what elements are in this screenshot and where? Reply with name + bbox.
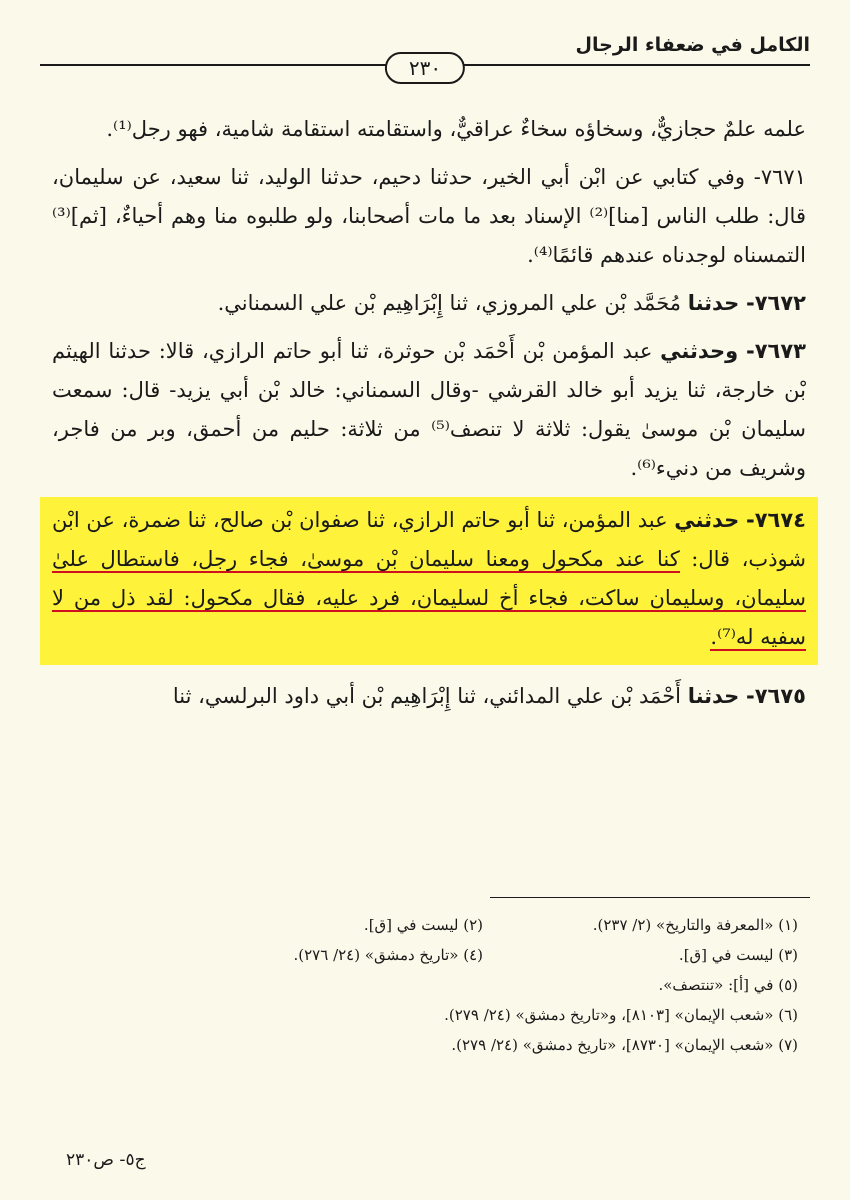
transmission-keyword: حدثنا bbox=[687, 291, 740, 315]
transmission-keyword: وحدثني bbox=[660, 339, 739, 363]
transmission-keyword: حدثني bbox=[674, 508, 740, 532]
footnote-row bbox=[98, 910, 798, 940]
footnote-rule bbox=[490, 897, 810, 898]
running-title: الكامل في ضعفاء الرجال bbox=[575, 34, 810, 56]
hadith-number: ٧٦٧٣- bbox=[746, 339, 806, 363]
footnote-5: (٥) في [أ]: «تنتصف». bbox=[658, 976, 798, 994]
footnote-row bbox=[98, 940, 798, 970]
transmission-keyword: حدثنا bbox=[687, 684, 740, 708]
footnote-3: (٣) ليست في [ق]. bbox=[678, 946, 798, 964]
underlined-quote: كنا عند مكحول ومعنا سليمان بْن موسىٰ، فجاء رجل، فاستطال علىٰ سليمان، وسليمان ساكت، فجاء أخ لسليمان، فرد عليه، فقال مكحول: لقد ذل من لا سفيه له⁽⁷⁾. bbox=[52, 547, 806, 649]
hadith-number: ٧٦٧٤- bbox=[745, 508, 806, 532]
highlighted-paragraph-7674 bbox=[40, 497, 818, 665]
footnote-1: (١) «المعرفة والتاريخ» (٢/ ٢٣٧). bbox=[592, 916, 798, 934]
footnote-4: (٤) «تاريخ دمشق» (٢٤/ ٢٧٦). bbox=[293, 946, 483, 964]
hadith-number: ٧٦٧٢- bbox=[746, 291, 806, 315]
paragraph-1: علمه علمٌ حجازيٌّ، وسخاؤه سخاءٌ عراقيٌّ، واستقامته استقامة شامية، فهو رجل⁽¹⁾. bbox=[106, 117, 806, 141]
body-text bbox=[52, 110, 806, 725]
footnotes bbox=[98, 910, 798, 1060]
footnote-2: (٢) ليست في [ق]. bbox=[363, 916, 483, 934]
footnote-6: (٦) «شعب الإيمان» [٨١٠٣]، و«تاريخ دمشق» (٢٤/ ٢٧٩). bbox=[444, 1006, 798, 1024]
paragraph-7675 bbox=[52, 677, 806, 716]
paragraph-text: عبد المؤمن، ثنا أبو حاتم الرازي، ثنا صفوان بْن صالح، ثنا ضمرة، عن ابْن شوذب، قال: bbox=[52, 508, 806, 571]
paragraph-text: أَحْمَد بْن علي المدائني، ثنا إِبْرَاهِيم بْن أبي داود البرلسي، ثنا bbox=[172, 684, 682, 708]
page-number: ٢٣٠ bbox=[385, 52, 465, 84]
paragraph-7672 bbox=[52, 284, 806, 323]
paragraph-7671: ٧٦٧١- وفي كتابي عن ابْن أبي الخير، حدثنا دحيم، حدثنا الوليد، ثنا سعيد، عن سليمان، قال: طلب الناس [منا]⁽²⁾ الإسناد بعد ما مات أصحابنا، ولو طلبوه منا وهم أحياءٌ، [ثم]⁽³⁾ التمسناه لوجدناه عندهم قائمًا⁽⁴⁾. bbox=[52, 165, 806, 267]
volume-page-signature: ج٥- ص٢٣٠ bbox=[66, 1150, 146, 1170]
paragraph-7673 bbox=[52, 332, 806, 488]
footnote-7: (٧) «شعب الإيمان» [٨٧٣٠]، «تاريخ دمشق» (٢٤/ ٢٧٩). bbox=[451, 1036, 798, 1054]
hadith-number: ٧٦٧٥- bbox=[746, 684, 806, 708]
paragraph-text: عبد المؤمن بْن أَحْمَد بْن حوثرة، ثنا أبو حاتم الرازي، قالا: حدثنا الهيثم بْن خارجة، ثنا يزيد أبو خالد القرشي -وقال السمناني: خالد بْن أبي يزيد- قال: سمعت سليمان بْن موسىٰ يقول: ثلاثة لا تنصف⁽⁵⁾ من ثلاثة: حليم من أحمق، وبر من فاجر، وشريف من دنيء⁽⁶⁾. bbox=[52, 339, 806, 480]
paragraph-text: مُحَمَّد بْن علي المروزي، ثنا إِبْرَاهِيم بْن علي السمناني. bbox=[217, 291, 682, 315]
